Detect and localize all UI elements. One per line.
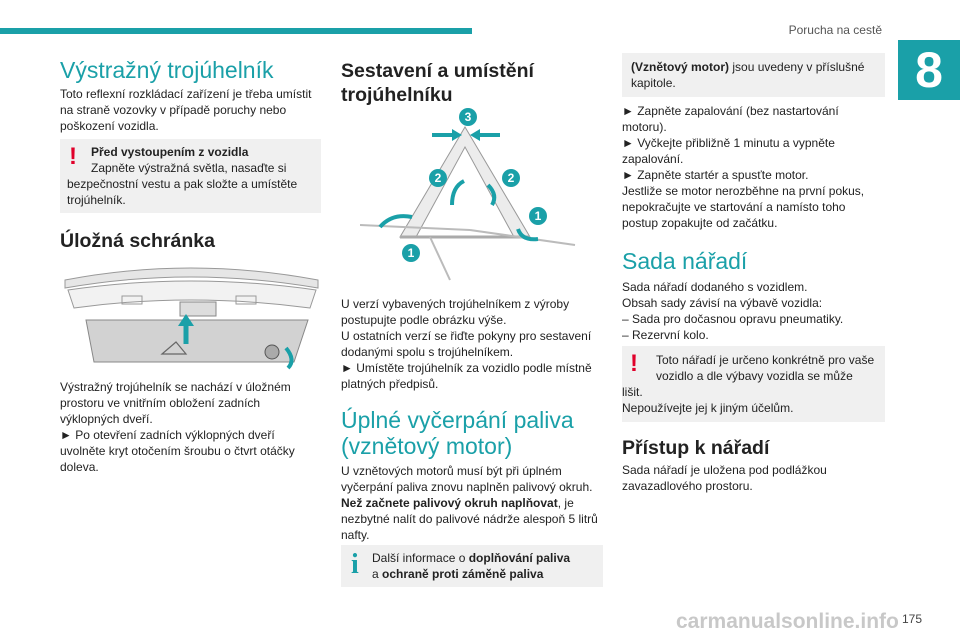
toolkit-title: Sada nářadí: [622, 248, 748, 274]
step-line: ► Vyčkejte přibližně 1 minutu a vypněte: [622, 136, 835, 150]
fuel-line: [341, 495, 574, 511]
storage-line: Výstražný trojúhelník se nachází v úložném: [60, 380, 291, 394]
storage-line: doleva.: [60, 460, 99, 474]
info-icon: i: [351, 549, 359, 580]
step-line: postup zopakujte od začátku.: [622, 216, 778, 230]
continued-line: [631, 59, 864, 75]
access-title: Přístup k nářadí: [622, 437, 770, 459]
storage-title: Úložná schránka: [60, 230, 215, 252]
fuel-line: nezbytné nalít do palivové nádrže alespoň 5 litrů: [341, 512, 598, 526]
info-link: doplňování paliva: [468, 551, 571, 565]
info-note: [341, 545, 603, 587]
access-line: zavazadlového prostoru.: [622, 479, 753, 493]
fuel-line: nafty.: [341, 528, 370, 542]
info-link: ochraně proti záměně paliva: [382, 567, 544, 581]
info-text: Další informace o: [372, 551, 469, 565]
assembly-title: trojúhelníku: [341, 84, 453, 106]
warning-note: [60, 139, 321, 213]
info-line: [372, 566, 543, 582]
fuel-bold: Než začnete palivový okruh naplňovat: [341, 496, 558, 510]
storage-line: prostoru ve vnitřním obložení zadních: [60, 396, 261, 410]
warning-triangle-title: Výstražný trojúhelník: [60, 57, 274, 83]
step-line: nepokračujte ve startování a namísto toho: [622, 200, 846, 214]
toolkit-line: – Sada pro dočasnou opravu pneumatiky.: [622, 312, 844, 326]
storage-line: uvolněte kryt otočením šroubu o čtvrt otáčky: [60, 444, 295, 458]
header-bar: [0, 28, 472, 34]
intro-line: Toto reflexní rozkládací zařízení je třeba umístit: [60, 87, 312, 101]
diagram-number: 2: [507, 171, 515, 185]
diagram-number: 1: [407, 246, 415, 260]
fuel-line: U vznětových motorů musí být při úplném: [341, 464, 562, 478]
toolkit-line: Sada nářadí dodaného s vozidlem.: [622, 280, 808, 294]
warning-icon: !: [69, 143, 77, 170]
assembly-line: dodanými spolu s trojúhelníkem.: [341, 345, 514, 359]
toolkit-line: Obsah sady závisí na výbavě vozidla:: [622, 296, 823, 310]
storage-line: ► Po otevření zadních výklopných dveří: [60, 428, 275, 442]
watermark: carmanualsonline.info: [676, 610, 899, 633]
step-line: zapalování.: [622, 152, 684, 166]
page-number: 175: [901, 612, 922, 626]
warning-title: Před vystoupením z vozidla: [91, 145, 249, 159]
triangle-assembly-diagram: [360, 105, 585, 290]
access-line: Sada nářadí je uložena pod podlážkou: [622, 463, 827, 477]
fuel-line: vyčerpání paliva znovu naplněn palivový okruh.: [341, 480, 593, 494]
step-line: Jestliže se motor nerozběhne na první pokus,: [622, 184, 865, 198]
assembly-line: postupujte podle obrázku výše.: [341, 313, 507, 327]
chapter-number: 8: [898, 40, 960, 100]
diagram-number: 3: [464, 110, 472, 124]
info-text: a: [372, 567, 383, 581]
toolkit-warning-line: Nepoužívejte jej k jiným účelům.: [622, 401, 794, 415]
diagram-number: 2: [434, 171, 442, 185]
step-line: motoru).: [622, 120, 667, 134]
warning-line: Zapněte výstražná světla, nasaďte si: [91, 161, 287, 175]
toolkit-line: – Rezervní kolo.: [622, 328, 709, 342]
continued-rest: jsou uvedeny v příslušné: [729, 60, 865, 74]
toolkit-warning-line: lišit.: [622, 385, 643, 399]
intro-line: na straně vozovky v případě poruchy nebo: [60, 103, 287, 117]
assembly-line: ► Umístěte trojúhelník za vozidlo podle místně: [341, 361, 592, 375]
fuel-title: Úplné vyčerpání paliva: [341, 407, 574, 433]
assembly-line: U ostatních verzí se řiďte pokyny pro sestavení: [341, 329, 592, 343]
fuel-rest: , je: [557, 496, 574, 510]
warning-line: trojúhelník.: [67, 193, 126, 207]
storage-line: výklopných dveří.: [60, 412, 153, 426]
toolkit-warning: [622, 346, 885, 422]
toolkit-warning-line: Toto nářadí je určeno konkrétně pro vaše: [656, 353, 875, 367]
assembly-line: U verzí vybavených trojúhelníkem z výroby: [341, 297, 570, 311]
info-line: [372, 550, 570, 566]
toolkit-warning-line: vozidlo a dle výbavy vozidla se může: [656, 369, 853, 383]
assembly-line: platných předpisů.: [341, 377, 439, 391]
tailgate-illustration: [60, 258, 322, 370]
warning-line: bezpečnostní vestu a pak složte a umístěte: [67, 177, 298, 191]
fuel-title: (vznětový motor): [341, 433, 513, 459]
diagram-number: 1: [534, 209, 542, 223]
warning-icon: !: [630, 350, 638, 377]
continued-bold: (Vznětový motor): [631, 60, 730, 74]
continued-line: kapitole.: [631, 76, 676, 90]
section-title: Porucha na cestě: [788, 23, 882, 37]
step-line: ► Zapněte startér a spusťte motor.: [622, 168, 809, 182]
step-line: ► Zapněte zapalování (bez nastartování: [622, 104, 839, 118]
assembly-title: Sestavení a umístění: [341, 60, 534, 82]
continued-note: [622, 53, 885, 97]
intro-line: poškození vozidla.: [60, 119, 159, 133]
